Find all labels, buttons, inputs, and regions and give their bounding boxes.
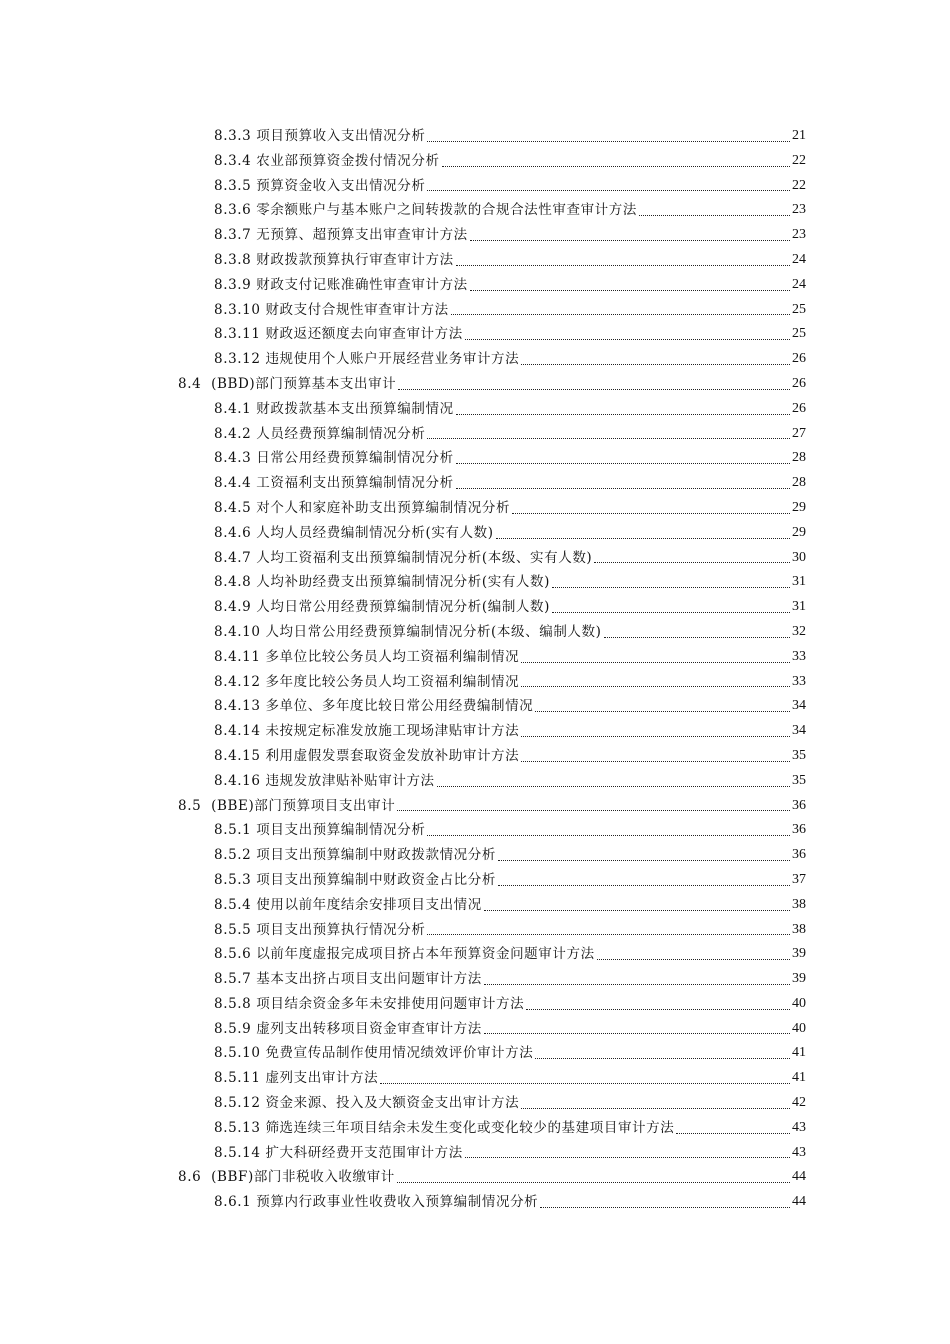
toc-entry-title: 财政返还额度去向审查审计方法 xyxy=(265,326,463,343)
toc-entry-title: 虚列支出审计方法 xyxy=(265,1070,379,1087)
toc-page-number: 30 xyxy=(792,549,806,565)
toc-page-number: 36 xyxy=(792,847,806,863)
toc-page-number: 29 xyxy=(792,524,806,540)
toc-entry[interactable] xyxy=(0,471,806,496)
toc-entry-number: 8.5.12 xyxy=(214,1095,261,1112)
toc-entry-title: 人均人员经费编制情况分析(实有人数) xyxy=(256,524,494,541)
dot-leader xyxy=(442,149,790,174)
toc-page-number: 44 xyxy=(792,1169,806,1185)
toc-page-number: 22 xyxy=(792,177,806,193)
toc-entry[interactable] xyxy=(0,1066,806,1091)
toc-page-number: 26 xyxy=(792,351,806,367)
toc-page-number: 28 xyxy=(792,450,806,466)
toc-entry-text xyxy=(214,124,425,149)
dot-leader xyxy=(498,868,790,893)
toc-entry-separator xyxy=(201,1169,211,1185)
toc-entry-text xyxy=(214,992,524,1017)
toc-page-number: 23 xyxy=(792,202,806,218)
dot-leader xyxy=(465,322,790,347)
table-of-contents xyxy=(0,124,950,1215)
toc-page-number: 21 xyxy=(792,128,806,143)
toc-entry[interactable] xyxy=(0,1017,806,1042)
toc-page-number: 43 xyxy=(792,1144,806,1160)
toc-entry[interactable] xyxy=(0,719,806,744)
toc-entry-title: 人均日常公用经费预算编制情况分析(本级、编制人数) xyxy=(265,623,602,640)
toc-entry-number: 8.6.1 xyxy=(214,1194,252,1211)
toc-page-number: 40 xyxy=(792,1020,806,1036)
toc-entry-number: 8.4.2 xyxy=(214,425,252,442)
toc-page-number: 35 xyxy=(792,747,806,763)
toc-entry-text xyxy=(214,769,435,794)
toc-entry[interactable] xyxy=(0,322,806,347)
toc-entry-separator xyxy=(201,376,211,392)
toc-entry[interactable] xyxy=(0,595,806,620)
toc-entry-title: 项目结余资金多年未安排使用问题审计方法 xyxy=(256,995,525,1012)
dot-leader xyxy=(552,570,790,595)
toc-entry-number: 8.5.8 xyxy=(214,995,252,1012)
toc-entry-text xyxy=(214,198,637,223)
toc-page-number: 34 xyxy=(792,723,806,739)
toc-entry[interactable] xyxy=(0,818,806,843)
dot-leader xyxy=(470,223,790,248)
dot-leader xyxy=(521,347,790,372)
dot-leader xyxy=(676,1116,790,1141)
toc-entry-text xyxy=(214,347,519,372)
toc-entry-number: 8.4.11 xyxy=(214,648,261,665)
dot-leader xyxy=(427,422,790,447)
toc-entry-text xyxy=(214,893,482,918)
toc-entry[interactable] xyxy=(0,868,806,893)
toc-entry-title: (BBD)部门预算基本支出审计 xyxy=(211,375,397,392)
dot-leader xyxy=(470,273,790,298)
toc-entry-title: 财政拨款基本支出预算编制情况 xyxy=(256,400,454,417)
toc-entry-title: 多单位、多年度比较日常公用经费编制情况 xyxy=(265,698,534,715)
dot-leader xyxy=(496,521,790,546)
toc-entry[interactable] xyxy=(0,149,806,174)
dot-leader xyxy=(456,248,790,273)
toc-entry-title: 预算内行政事业性收费收入预算编制情况分析 xyxy=(256,1194,539,1211)
dot-leader xyxy=(526,992,790,1017)
toc-entry-title: 农业部预算资金拨付情况分析 xyxy=(256,152,440,169)
dot-leader xyxy=(456,397,790,422)
toc-page-number: 38 xyxy=(792,896,806,912)
toc-entry[interactable] xyxy=(0,446,806,471)
toc-entry[interactable] xyxy=(0,893,806,918)
toc-entry-number: 8.3.11 xyxy=(214,326,261,343)
toc-entry-text xyxy=(214,719,519,744)
toc-entry-number: 8.3.9 xyxy=(214,276,252,293)
toc-entry-title: 财政支付记账准确性审查审计方法 xyxy=(256,276,468,293)
dot-leader xyxy=(535,694,790,719)
toc-entry-text xyxy=(214,868,496,893)
toc-entry-title: 多年度比较公务员人均工资福利编制情况 xyxy=(265,673,520,690)
toc-entry-title: 对个人和家庭补助支出预算编制情况分析 xyxy=(256,499,511,516)
dot-leader xyxy=(427,124,790,149)
toc-entry-number: 8.4.16 xyxy=(214,772,261,789)
toc-entry-text xyxy=(214,273,468,298)
toc-entry[interactable] xyxy=(0,967,806,992)
toc-page-number: 22 xyxy=(792,152,806,168)
toc-entry-number: 8.3.7 xyxy=(214,227,252,244)
toc-entry[interactable] xyxy=(0,298,806,323)
toc-page-number: 28 xyxy=(792,475,806,491)
toc-page-number: 39 xyxy=(792,971,806,987)
dot-leader xyxy=(521,719,790,744)
toc-entry-title: 日常公用经费预算编制情况分析 xyxy=(256,450,454,467)
toc-entry-title: 利用虚假发票套取资金发放补助审计方法 xyxy=(265,747,520,764)
toc-entry[interactable] xyxy=(0,992,806,1017)
dot-leader xyxy=(521,744,790,769)
toc-entry-text xyxy=(214,471,454,496)
toc-entry-number: 8.5.1 xyxy=(214,822,252,839)
toc-entry-text xyxy=(178,794,395,819)
toc-entry-text xyxy=(214,223,468,248)
dot-leader xyxy=(535,1041,790,1066)
dot-leader xyxy=(456,446,790,471)
toc-entry-text xyxy=(214,818,425,843)
toc-entry-text xyxy=(214,942,595,967)
toc-entry-title: 工资福利支出预算编制情况分析 xyxy=(256,475,454,492)
toc-entry-number: 8.4.8 xyxy=(214,574,252,591)
toc-entry-title: 以前年度虚报完成项目挤占本年预算资金问题审计方法 xyxy=(256,946,595,963)
toc-page-number: 23 xyxy=(792,227,806,243)
toc-entry-text xyxy=(214,149,440,174)
dot-leader xyxy=(540,1190,790,1215)
toc-entry-number: 8.4.9 xyxy=(214,599,252,616)
toc-entry[interactable] xyxy=(0,1041,806,1066)
toc-page-number: 25 xyxy=(792,301,806,317)
toc-entry-text xyxy=(214,546,592,571)
dot-leader xyxy=(639,198,790,223)
toc-entry-number: 8.4.12 xyxy=(214,673,261,690)
toc-entry-text xyxy=(214,521,494,546)
toc-entry-text xyxy=(214,1041,533,1066)
toc-entry-number: 8.4.10 xyxy=(214,623,261,640)
toc-entry-title: 项目预算收入支出情况分析 xyxy=(256,128,426,144)
toc-entry-title: 项目支出预算编制中财政资金占比分析 xyxy=(256,871,496,888)
dot-leader xyxy=(451,298,790,323)
toc-entry[interactable] xyxy=(0,1165,806,1190)
toc-entry-text xyxy=(214,1091,519,1116)
toc-entry-title: 预算资金收入支出情况分析 xyxy=(256,177,426,194)
toc-entry-text xyxy=(214,298,449,323)
toc-entry-number: 8.5.7 xyxy=(214,971,252,988)
toc-entry-title: 人员经费预算编制情况分析 xyxy=(256,425,426,442)
toc-entry[interactable] xyxy=(0,397,806,422)
toc-entry-number: 8.6 xyxy=(178,1169,202,1186)
toc-entry-title: 无预算、超预算支出审查审计方法 xyxy=(256,227,468,244)
toc-entry-text xyxy=(214,595,550,620)
toc-entry-number: 8.5.11 xyxy=(214,1070,261,1087)
toc-entry-title: 虚列支出转移项目资金审查审计方法 xyxy=(256,1020,482,1037)
toc-entry-number: 8.4.14 xyxy=(214,723,261,740)
toc-entry-text xyxy=(214,843,496,868)
toc-entry-number: 8.5.6 xyxy=(214,946,252,963)
dot-leader xyxy=(484,1017,790,1042)
toc-entry-number: 8.5.4 xyxy=(214,896,252,913)
dot-leader xyxy=(484,967,790,992)
dot-leader xyxy=(465,1141,790,1166)
toc-entry-text xyxy=(214,645,519,670)
toc-entry-number: 8.4 xyxy=(178,375,202,392)
toc-entry-title: 多单位比较公务员人均工资福利编制情况 xyxy=(265,648,520,665)
toc-entry-number: 8.4.3 xyxy=(214,450,252,467)
toc-entry-number: 8.5.9 xyxy=(214,1020,252,1037)
toc-entry-title: (BBF)部门非税收入收缴审计 xyxy=(211,1169,395,1186)
toc-entry-title: 人均工资福利支出预算编制情况分析(本级、实有人数) xyxy=(256,549,593,566)
dot-leader xyxy=(521,670,790,695)
toc-entry-text xyxy=(214,422,425,447)
toc-entry-title: 项目支出预算编制情况分析 xyxy=(256,822,426,839)
toc-page-number: 33 xyxy=(792,673,806,689)
toc-entry[interactable] xyxy=(0,645,806,670)
toc-entry-title: 人均补助经费支出预算编制情况分析(实有人数) xyxy=(256,574,550,591)
toc-entry-title: 扩大科研经费开支范围审计方法 xyxy=(265,1144,463,1161)
toc-page-number: 27 xyxy=(792,425,806,441)
toc-page-number: 31 xyxy=(792,599,806,615)
dot-leader xyxy=(484,893,790,918)
dot-leader xyxy=(521,1091,790,1116)
toc-page-number: 39 xyxy=(792,946,806,962)
toc-page-number: 38 xyxy=(792,921,806,937)
toc-entry-title: 项目支出预算编制中财政拨款情况分析 xyxy=(256,847,496,864)
toc-entry[interactable] xyxy=(0,843,806,868)
toc-page-number: 26 xyxy=(792,400,806,416)
toc-entry[interactable] xyxy=(0,496,806,521)
toc-entry[interactable] xyxy=(0,347,806,372)
toc-entry[interactable] xyxy=(0,1091,806,1116)
toc-entry-text xyxy=(214,570,550,595)
dot-leader xyxy=(437,769,790,794)
toc-entry-text xyxy=(214,446,454,471)
toc-page-number: 24 xyxy=(792,276,806,292)
toc-entry-number: 8.4.6 xyxy=(214,524,252,541)
toc-entry-number: 8.3.4 xyxy=(214,152,252,169)
dot-leader xyxy=(427,174,790,199)
toc-entry-title: 财政支付合规性审查审计方法 xyxy=(265,301,449,318)
toc-entry[interactable] xyxy=(0,570,806,595)
toc-page-number: 33 xyxy=(792,648,806,664)
toc-entry-title: 筛选连续三年项目结余未发生变化或变化较少的基建项目审计方法 xyxy=(265,1119,675,1136)
dot-leader xyxy=(397,1165,790,1190)
toc-entry-number: 8.5.2 xyxy=(214,847,252,864)
toc-entry-text xyxy=(214,620,602,645)
toc-entry-number: 8.5.3 xyxy=(214,871,252,888)
toc-entry-text xyxy=(214,967,482,992)
toc-entry-number: 8.3.8 xyxy=(214,251,252,268)
toc-entry[interactable] xyxy=(0,546,806,571)
toc-entry-text xyxy=(214,1190,538,1215)
dot-leader xyxy=(594,546,790,571)
toc-entry-number: 8.5.5 xyxy=(214,921,252,938)
toc-page-number: 43 xyxy=(792,1119,806,1135)
toc-entry-title: 资金来源、投入及大额资金支出审计方法 xyxy=(265,1095,520,1112)
dot-leader xyxy=(427,918,790,943)
toc-entry-text xyxy=(214,397,454,422)
toc-page-number: 35 xyxy=(792,772,806,788)
toc-entry-number: 8.4.1 xyxy=(214,400,252,417)
toc-entry-title: (BBE)部门预算项目支出审计 xyxy=(211,797,396,814)
toc-entry-title: 项目支出预算执行情况分析 xyxy=(256,921,426,938)
toc-entry[interactable] xyxy=(0,1190,806,1215)
toc-entry-number: 8.4.4 xyxy=(214,475,252,492)
toc-page-number: 41 xyxy=(792,1045,806,1061)
toc-entry[interactable] xyxy=(0,198,806,223)
toc-entry-number: 8.3.12 xyxy=(214,351,261,368)
dot-leader xyxy=(397,794,790,819)
toc-entry-number: 8.4.13 xyxy=(214,698,261,715)
toc-entry-number: 8.3.6 xyxy=(214,202,252,219)
toc-entry-number: 8.4.7 xyxy=(214,549,252,566)
toc-entry-number: 8.3.10 xyxy=(214,301,261,318)
toc-entry-title: 基本支出挤占项目支出问题审计方法 xyxy=(256,971,482,988)
toc-page-number: 24 xyxy=(792,251,806,267)
toc-entry-text xyxy=(214,1017,482,1042)
toc-entry-title: 人均日常公用经费预算编制情况分析(编制人数) xyxy=(256,599,550,616)
toc-page-number: 32 xyxy=(792,623,806,639)
toc-page-number: 37 xyxy=(792,871,806,887)
toc-entry-separator xyxy=(201,798,211,814)
toc-page-number: 36 xyxy=(792,822,806,838)
toc-entry[interactable] xyxy=(0,372,806,397)
toc-page-number: 42 xyxy=(792,1095,806,1111)
toc-entry[interactable] xyxy=(0,124,806,149)
toc-entry-number: 8.5.10 xyxy=(214,1045,261,1062)
toc-entry[interactable] xyxy=(0,918,806,943)
toc-entry-title: 使用以前年度结余安排项目支出情况 xyxy=(256,896,482,913)
toc-page-number: 25 xyxy=(792,326,806,342)
dot-leader xyxy=(427,818,790,843)
toc-entry-text xyxy=(214,918,425,943)
dot-leader xyxy=(456,471,790,496)
toc-entry-text xyxy=(214,1116,674,1141)
dot-leader xyxy=(604,620,791,645)
dot-leader xyxy=(521,645,790,670)
dot-leader xyxy=(498,843,790,868)
toc-entry[interactable] xyxy=(0,670,806,695)
toc-entry[interactable] xyxy=(0,942,806,967)
toc-entry-title: 免费宣传品制作使用情况绩效评价审计方法 xyxy=(265,1045,534,1062)
toc-entry-text xyxy=(214,744,519,769)
toc-entry-text xyxy=(214,694,533,719)
toc-page-number: 41 xyxy=(792,1070,806,1086)
toc-entry[interactable] xyxy=(0,521,806,546)
toc-entry[interactable] xyxy=(0,794,806,819)
toc-entry[interactable] xyxy=(0,422,806,447)
toc-entry-number: 8.5.14 xyxy=(214,1144,261,1161)
toc-entry-number: 8.4.15 xyxy=(214,747,261,764)
toc-entry-text xyxy=(214,670,519,695)
toc-entry-number: 8.4.5 xyxy=(214,499,252,516)
toc-entry[interactable] xyxy=(0,1141,806,1166)
toc-page-number: 44 xyxy=(792,1194,806,1210)
toc-entry-text xyxy=(214,322,463,347)
toc-page-number: 26 xyxy=(792,375,806,391)
toc-entry-title: 未按规定标准发放施工现场津贴审计方法 xyxy=(265,723,520,740)
toc-entry-number: 8.3.5 xyxy=(214,177,252,194)
toc-page-number: 36 xyxy=(792,797,806,813)
toc-entry[interactable] xyxy=(0,248,806,273)
toc-page-number: 40 xyxy=(792,995,806,1011)
toc-entry-title: 零余额账户与基本账户之间转拨款的合规合法性审查审计方法 xyxy=(256,202,637,219)
toc-page-number: 29 xyxy=(792,499,806,515)
dot-leader xyxy=(552,595,790,620)
toc-entry[interactable] xyxy=(0,223,806,248)
toc-entry-text xyxy=(178,1165,395,1190)
dot-leader xyxy=(512,496,790,521)
toc-entry-title: 违规发放津贴补贴审计方法 xyxy=(265,772,435,789)
dot-leader xyxy=(597,942,790,967)
toc-entry-text xyxy=(178,372,396,397)
toc-entry-text xyxy=(214,1141,463,1166)
dot-leader xyxy=(398,372,790,397)
toc-entry[interactable] xyxy=(0,769,806,794)
toc-entry-number: 8.5.13 xyxy=(214,1119,261,1136)
toc-entry[interactable] xyxy=(0,620,806,645)
toc-entry[interactable] xyxy=(0,744,806,769)
toc-entry[interactable] xyxy=(0,694,806,719)
toc-entry-text xyxy=(214,496,510,521)
toc-page-number: 34 xyxy=(792,698,806,714)
toc-entry[interactable] xyxy=(0,174,806,199)
toc-entry-title: 违规使用个人账户开展经营业务审计方法 xyxy=(265,351,520,368)
toc-entry[interactable] xyxy=(0,1116,806,1141)
toc-entry[interactable] xyxy=(0,273,806,298)
toc-entry-number: 8.3.3 xyxy=(214,128,252,144)
dot-leader xyxy=(380,1066,790,1091)
toc-entry-title: 财政拨款预算执行审查审计方法 xyxy=(256,251,454,268)
toc-entry-number: 8.5 xyxy=(178,797,202,814)
toc-entry-text xyxy=(214,174,425,199)
toc-entry-text xyxy=(214,1066,378,1091)
toc-entry-text xyxy=(214,248,454,273)
toc-page-number: 31 xyxy=(792,574,806,590)
